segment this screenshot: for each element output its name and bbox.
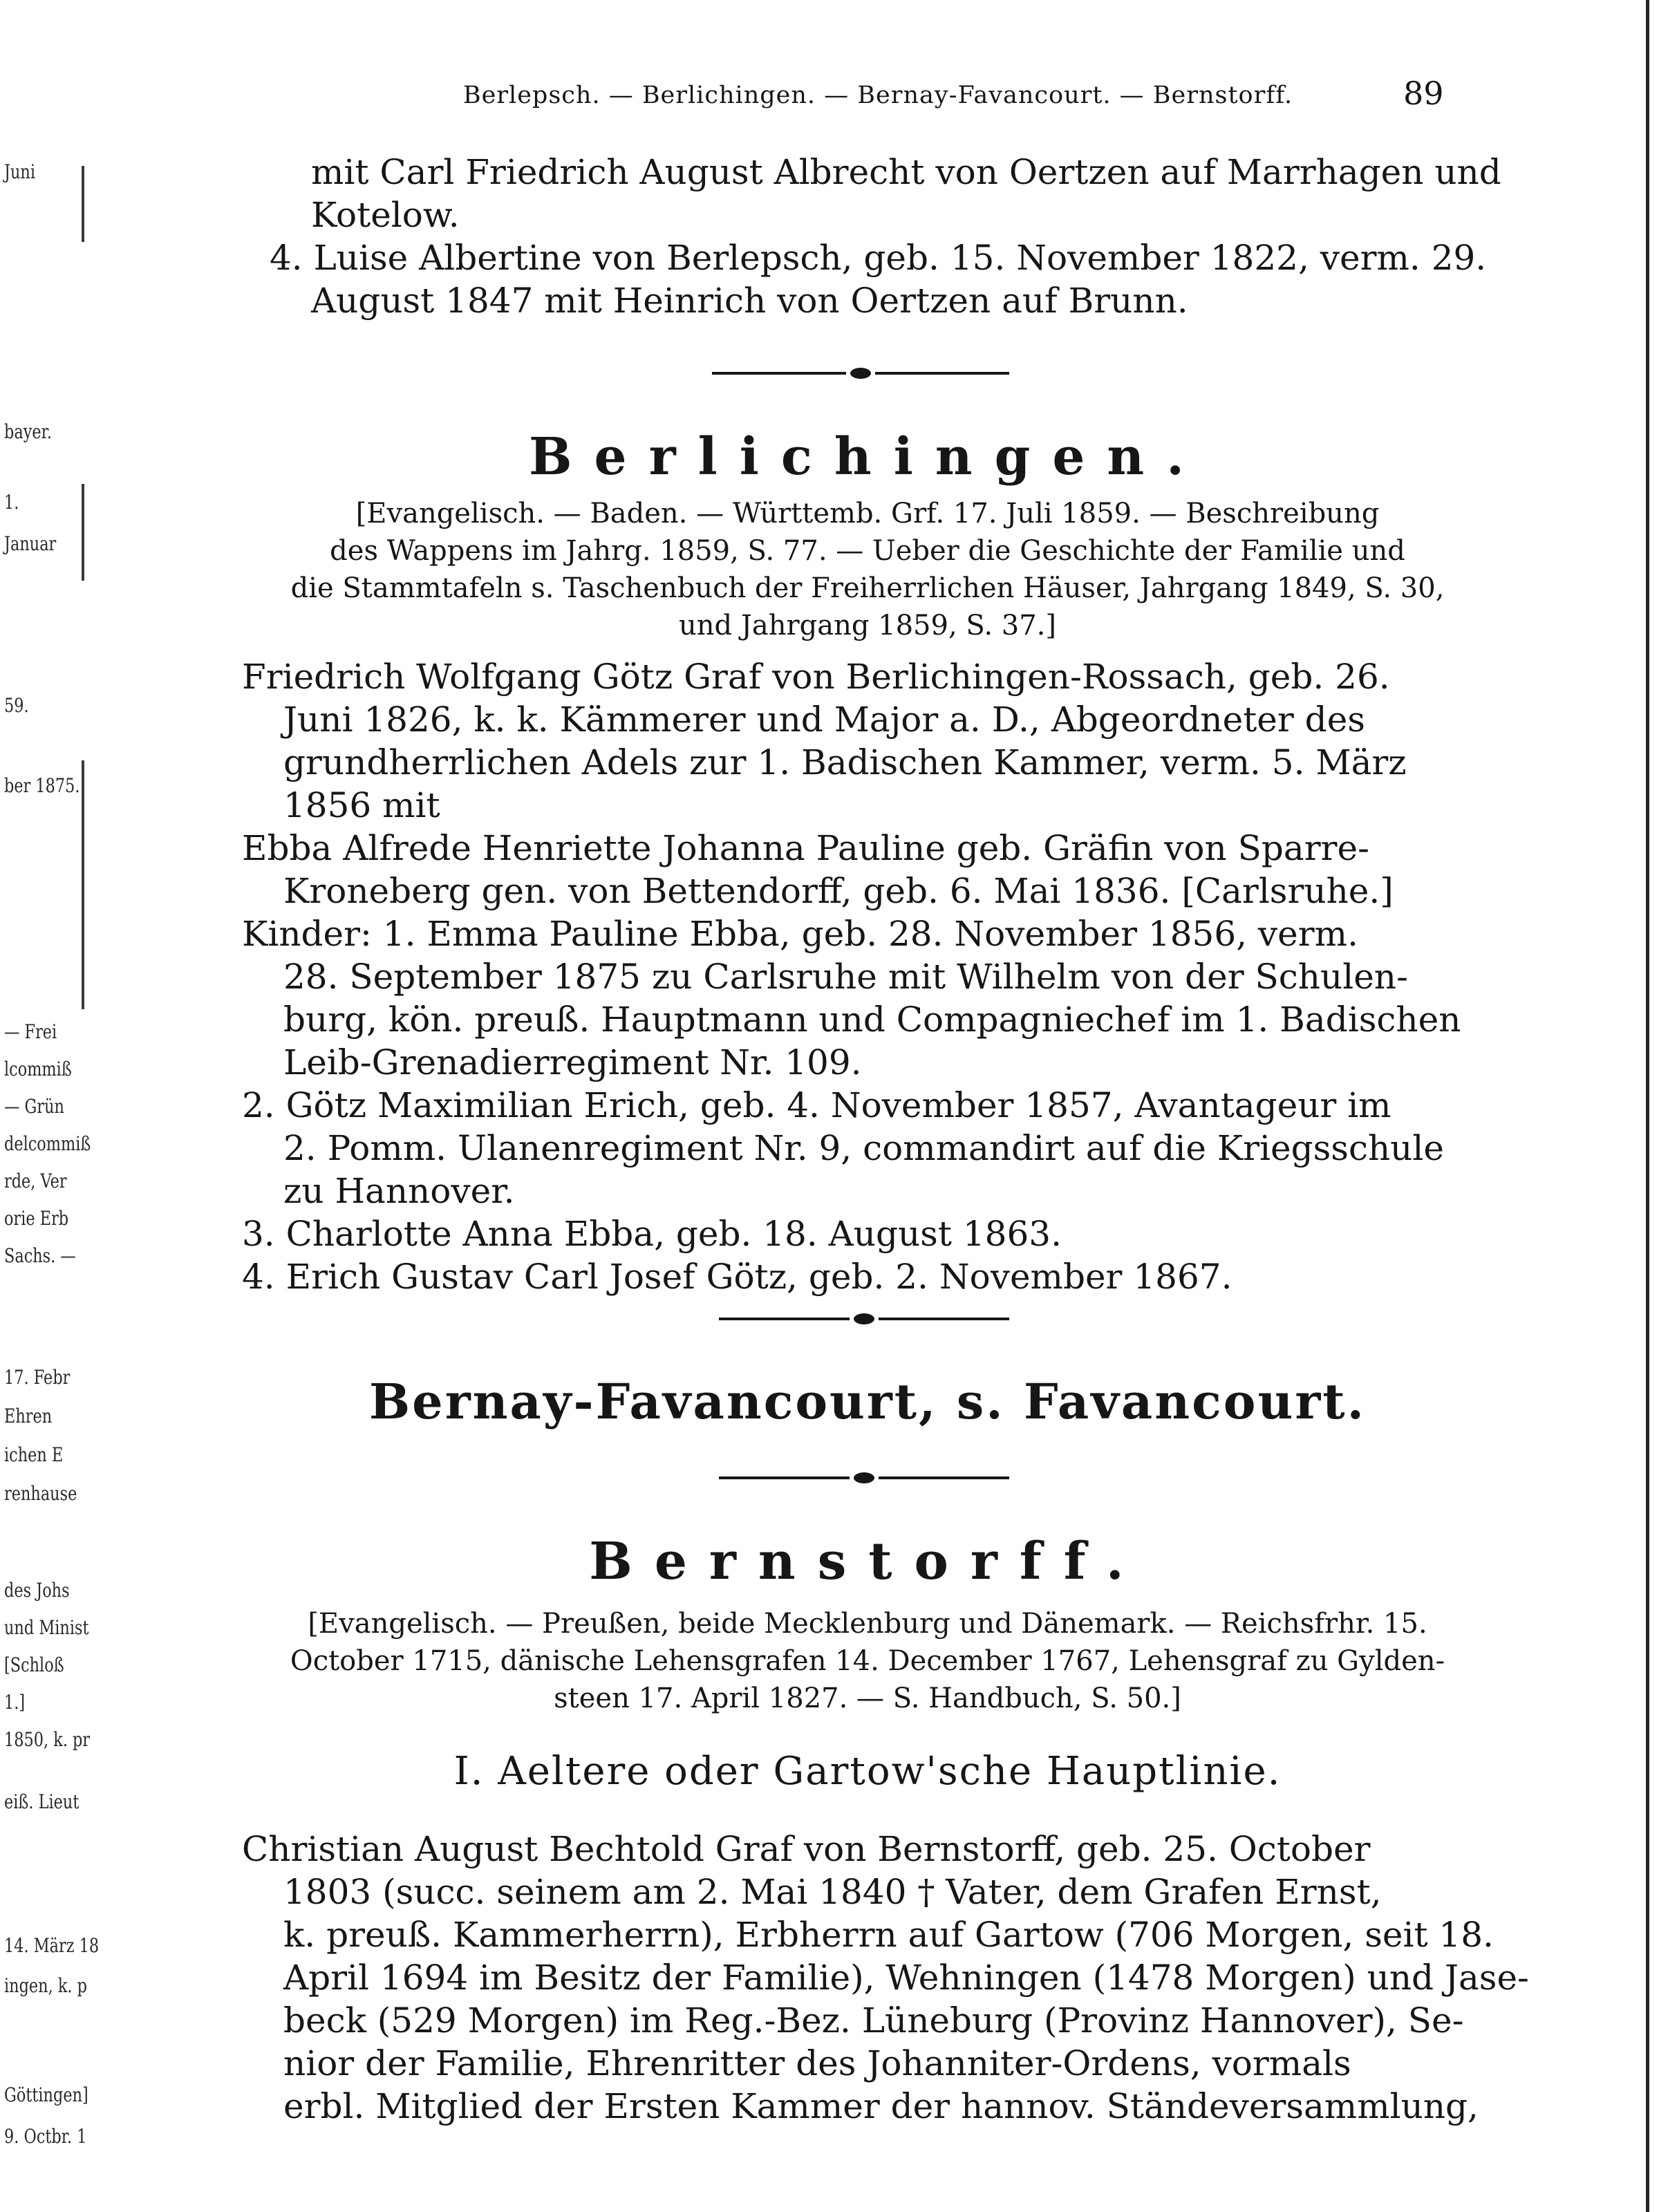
text-line: Kotelow. (311, 195, 460, 235)
text-line: mit Carl Friedrich August Albrecht von Oertzen auf Marrhagen und (311, 152, 1501, 192)
margin-fragment: Juni (4, 160, 35, 183)
page-number: 89 (1403, 75, 1444, 112)
text-line: Christian August Bechtold Graf von Bernstorff, geb. 25. October (242, 1829, 1371, 1869)
text-line: 2. Pomm. Ulanenregiment Nr. 9, commandirt auf die Kriegsschule (283, 1128, 1444, 1168)
gutter-line (82, 484, 84, 581)
text-line: 28. September 1875 zu Carlsruhe mit Wilhelm von der Schulen- (283, 957, 1408, 997)
margin-fragment: 1.] (4, 1691, 26, 1714)
margin-fragment: 1850, k. pr (4, 1728, 91, 1751)
note-line: [Evangelisch. — Preußen, beide Mecklenburg und Dänemark. — Reichsfrhr. 15. (308, 1608, 1427, 1640)
text-line: burg, kön. preuß. Hauptmann und Compagniechef im 1. Badischen (283, 1000, 1461, 1040)
text-line: 4. Erich Gustav Carl Josef Götz, geb. 2. November 1867. (242, 1257, 1232, 1297)
berlepsch-continuation (270, 151, 1535, 322)
margin-fragment: ingen, k. p (4, 1974, 88, 1997)
margin-fragment: 59. (4, 694, 29, 717)
note-line: October 1715, dänische Lehensgrafen 14. December 1767, Lehensgraf zu Gylden- (290, 1645, 1445, 1677)
berlichingen-entry (242, 655, 1507, 1298)
margin-fragment: delcommiß (4, 1132, 91, 1155)
text-line: 1856 mit (283, 785, 440, 825)
page-edge (1646, 0, 1649, 2212)
note-line: und Jahrgang 1859, S. 37.] (679, 610, 1056, 641)
left-margin-fragments (0, 0, 111, 2212)
margin-fragment: 1. (4, 491, 19, 514)
note-line: steen 17. April 1827. — S. Handbuch, S. 50.] (554, 1683, 1181, 1714)
note-line: [Evangelisch. — Baden. — Württemb. Grf. 17. Juli 1859. — Beschreibung (355, 498, 1380, 529)
margin-fragment: eiß. Lieut (4, 1790, 79, 1813)
margin-fragment: Ehren (4, 1405, 53, 1427)
margin-fragment: — Grün (4, 1095, 64, 1118)
text-line: 2. Götz Maximilian Erich, geb. 4. November 1857, Avantageur im (242, 1085, 1391, 1125)
text-line: beck (529 Morgen) im Reg.-Bez. Lüneburg (Provinz Hannover), Se- (283, 2000, 1464, 2041)
text-line: Friedrich Wolfgang Götz Graf von Berlichingen-Rossach, geb. 26. (242, 657, 1390, 697)
section-ornament (712, 366, 1009, 380)
text-line: Kroneberg gen. von Bettendorff, geb. 6. Mai 1836. [Carlsruhe.] (283, 871, 1394, 911)
section-ornament (719, 1471, 1009, 1485)
text-line: Leib-Grenadierregiment Nr. 109. (283, 1042, 862, 1082)
text-line: Ebba Alfrede Henriette Johanna Pauline geb. Gräfin von Sparre- (242, 828, 1369, 868)
margin-fragment: — Frei (4, 1020, 57, 1043)
margin-fragment: des Johs (4, 1579, 70, 1602)
margin-fragment: [Schloß (4, 1653, 64, 1676)
margin-fragment: ber 1875. (4, 774, 80, 797)
text-line: 4. Luise Albertine von Berlepsch, geb. 15. November 1822, verm. 29. (270, 238, 1487, 278)
gutter-line (82, 760, 84, 1009)
text-line: k. preuß. Kammerherrn), Erbherrn auf Gartow (706 Morgen, seit 18. (283, 1915, 1494, 1955)
note-line: die Stammtafeln s. Taschenbuch der Freiherrlichen Häuser, Jahrgang 1849, S. 30, (290, 572, 1445, 604)
section-heading-bernay-favancourt: Bernay-Favancourt, s. Favancourt. (369, 1373, 1366, 1430)
margin-fragment: Sachs. — (4, 1244, 76, 1267)
margin-fragment: ichen E (4, 1443, 64, 1466)
margin-fragment: bayer. (4, 420, 52, 443)
text-line: 3. Charlotte Anna Ebba, geb. 18. August 1863. (242, 1214, 1062, 1254)
running-head: Berlepsch. — Berlichingen. — Bernay-Favancourt. — Bernstorff. (462, 82, 1293, 109)
text-line: August 1847 mit Heinrich von Oertzen auf Brunn. (311, 281, 1188, 321)
text-line: Juni 1826, k. k. Kämmerer und Major a. D., Abgeordneter des (283, 700, 1365, 740)
section-heading-bernstorff: Bernstorff. (589, 1532, 1146, 1591)
margin-fragment: lcommiß (4, 1058, 72, 1080)
text-line: zu Hannover. (283, 1171, 515, 1211)
margin-fragment: renhause (4, 1482, 77, 1505)
section-ornament (719, 1312, 1009, 1326)
section-heading-berlichingen: Berlichingen. (529, 427, 1206, 487)
gutter-line (82, 166, 84, 242)
bernstorff-entry (242, 1828, 1529, 2128)
bernstorff-note (228, 1605, 1507, 1717)
text-line: nior der Familie, Ehrenritter des Johanniter-Ordens, vormals (283, 2043, 1351, 2083)
margin-fragment: und Minist (4, 1616, 89, 1639)
text-line: Kinder: 1. Emma Pauline Ebba, geb. 28. November 1856, verm. (242, 914, 1358, 954)
margin-fragment: Göttingen] (4, 2083, 88, 2106)
berlichingen-note (228, 495, 1507, 644)
margin-fragment: 9. Octbr. 1 (4, 2125, 87, 2148)
text-line: erbl. Mitglied der Ersten Kammer der hannov. Ständeversammlung, (283, 2086, 1479, 2126)
margin-fragment: rde, Ver (4, 1170, 67, 1192)
subheading-hauptlinie: I. Aeltere oder Gartow'sche Hauptlinie. (453, 1749, 1282, 1794)
note-line: des Wappens im Jahrg. 1859, S. 77. — Ueber die Geschichte der Familie und (330, 535, 1405, 567)
text-line: grundherrlichen Adels zur 1. Badischen Kammer, verm. 5. März (283, 742, 1407, 782)
margin-fragment: Januar (4, 532, 57, 555)
margin-fragment: 17. Febr (4, 1366, 71, 1389)
text-line: April 1694 im Besitz der Familie), Wehningen (1478 Morgen) und Jase- (283, 1958, 1529, 1998)
margin-fragment: 14. März 18 (4, 1934, 100, 1957)
margin-fragment: orie Erb (4, 1207, 69, 1230)
text-line: 1803 (succ. seinem am 2. Mai 1840 † Vater, dem Grafen Ernst, (283, 1872, 1382, 1912)
